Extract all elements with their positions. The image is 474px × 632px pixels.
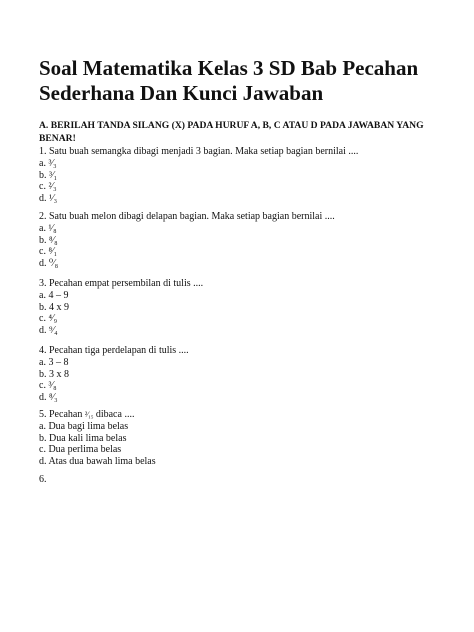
question-6 <box>39 474 459 486</box>
question-5-option-b: b. Dua kali lima belas <box>39 432 127 444</box>
question-3-option-d: d. ⁹⁄₄ <box>39 325 58 337</box>
question-5-stem-suffix: dibaca .... <box>95 409 135 420</box>
document-title: Soal Matematika Kelas 3 SD Bab Pecahan Sederhana Dan Kunci Jawaban <box>39 56 419 105</box>
question-1-option-b: b. ³⁄₁ <box>39 169 58 181</box>
question-3 <box>39 278 459 337</box>
question-5-stem-prefix: 5. Pecahan <box>39 409 83 420</box>
question-5-option-d: d. Atas dua bawah lima belas <box>39 456 156 468</box>
question-4-option-c: c. ³⁄₈ <box>39 380 57 392</box>
question-5-option-a: a. Dua bagi lima belas <box>39 420 129 432</box>
question-1 <box>39 146 459 205</box>
question-1-option-a: a. ³⁄₃ <box>39 157 57 169</box>
question-4-stem: 4. Pecahan tiga perdelapan di tulis .... <box>39 345 189 356</box>
question-2-option-d: d. ⁰⁄₈ <box>39 258 59 270</box>
instruction-text: A. BERILAH TANDA SILANG (X) PADA HURUF A, B, C ATAU D PADA JAWABAN YANG BENAR! <box>39 120 424 144</box>
question-5-stem-fraction: ²⁄₁₅ <box>84 410 94 419</box>
question-4-option-b: b. 3 x 8 <box>39 368 69 380</box>
question-4-option-d: d. ⁸⁄₃ <box>39 392 58 404</box>
question-5-stem <box>39 409 459 421</box>
question-2-stem: 2. Satu buah melon dibagi delapan bagian. Maka setiap bagian bernilai .... <box>39 211 335 222</box>
question-2 <box>39 211 459 270</box>
question-2-option-a: a. ¹⁄₈ <box>39 222 57 234</box>
question-3-option-b: b. 4 x 9 <box>39 301 69 313</box>
question-5-option-c: c. Dua perlima belas <box>39 444 122 456</box>
question-4 <box>39 345 459 404</box>
question-5 <box>39 409 459 468</box>
question-6-stem: 6. <box>39 474 47 485</box>
question-3-option-a: a. 4 – 9 <box>39 289 69 301</box>
question-1-option-c: c. ²⁄₃ <box>39 181 57 193</box>
question-4-option-a: a. 3 – 8 <box>39 356 69 368</box>
question-3-option-c: c. ⁴⁄₉ <box>39 313 58 325</box>
question-2-option-b: b. ⁸⁄₈ <box>39 234 58 246</box>
question-1-option-d: d. ¹⁄₃ <box>39 193 58 205</box>
question-3-stem: 3. Pecahan empat persembilan di tulis .... <box>39 278 204 289</box>
question-2-option-c: c. ⁸⁄₁ <box>39 246 58 258</box>
question-1-stem: 1. Satu buah semangka dibagi menjadi 3 bagian. Maka setiap bagian bernilai .... <box>39 146 359 157</box>
